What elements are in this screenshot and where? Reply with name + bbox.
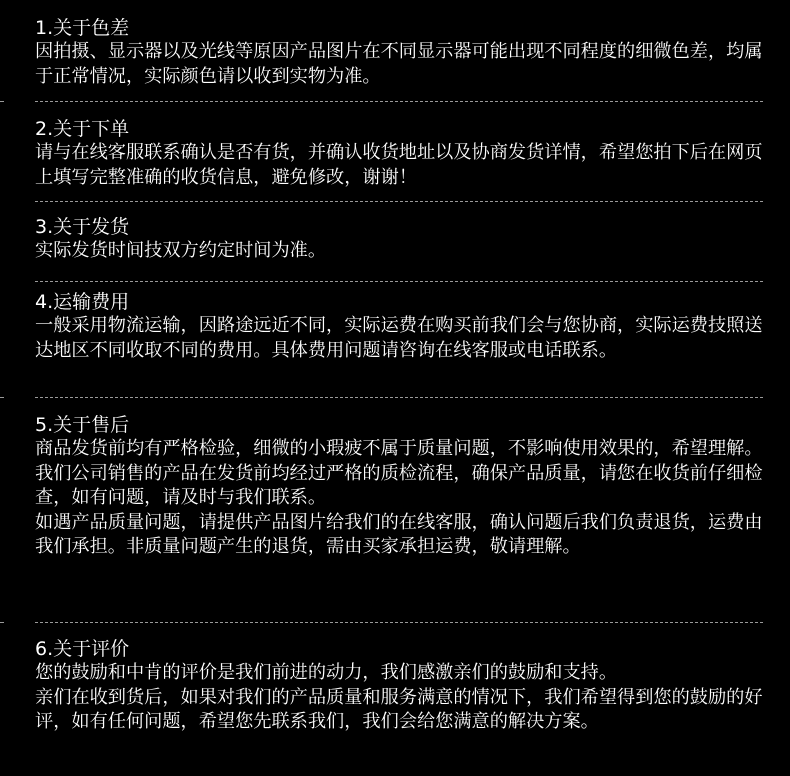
section-paragraph: 一般采用物流运输，因路途远近不同，实际运费在购买前我们会与您协商，实际运费技照送达地区不同收取不同的费用。具体费用问题请咨询在线客服或电话联系。 xyxy=(35,315,763,361)
section-title: 1.关于色差 xyxy=(35,17,130,39)
section-paragraph: 亲们在收到货后，如果对我们的产品质量和服务满意的情况下，我们希望得到您的鼓励的好评，如有任何问题，希望您先联系我们，我们会给您满意的解决方案。 xyxy=(35,686,763,732)
section-divider xyxy=(35,622,763,623)
section-title: 2.关于下单 xyxy=(35,118,130,140)
edge-mark xyxy=(0,397,4,398)
section-paragraph: 您的鼓励和中肯的评价是我们前进的动力，我们感激亲们的鼓励和支持。 xyxy=(35,662,618,683)
section-color-difference xyxy=(35,16,775,89)
section-title: 5.关于售后 xyxy=(35,414,130,436)
edge-mark xyxy=(0,622,4,623)
section-title: 6.关于评价 xyxy=(35,638,130,660)
section-divider xyxy=(35,201,763,202)
section-paragraph: 如遇产品质量问题，请提供产品图片给我们的在线客服，确认问题后我们负责退货，运费由我们承担。非质量问题产生的退货，需由买家承担运费，敬请理解。 xyxy=(35,511,763,557)
section-paragraph: 实际发货时间技双方约定时间为准。 xyxy=(35,240,327,261)
section-divider xyxy=(35,101,763,102)
section-paragraph: 请与在线客服联系确认是否有货，并确认收货地址以及协商发货详情，希望您拍下后在网页上填写完整准确的收货信息，避免修改，谢谢！ xyxy=(35,142,763,188)
section-title: 4.运输费用 xyxy=(35,291,130,313)
section-shipping xyxy=(35,215,775,264)
section-paragraph: 我们公司销售的产品在发货前均经过严格的质检流程，确保产品质量，请您在收货前仔细检查，如有问题，请及时与我们联系。 xyxy=(35,462,763,508)
section-title: 3.关于发货 xyxy=(35,216,130,238)
section-ordering xyxy=(35,117,775,190)
edge-mark xyxy=(0,101,4,102)
section-paragraph: 因拍摄、显示器以及光线等原因产品图片在不同显示器可能出现不同程度的细微色差，均属于正常情况，实际颜色请以收到实物为准。 xyxy=(35,41,763,87)
section-divider xyxy=(35,281,763,282)
section-reviews xyxy=(35,637,775,735)
section-divider xyxy=(35,397,763,398)
section-paragraph: 商品发货前均有严格检验，细微的小瑕疲不属于质量问题，不影响使用效果的，希望理解。 xyxy=(35,438,763,459)
section-after-sales xyxy=(35,413,775,560)
section-freight-cost xyxy=(35,290,775,363)
